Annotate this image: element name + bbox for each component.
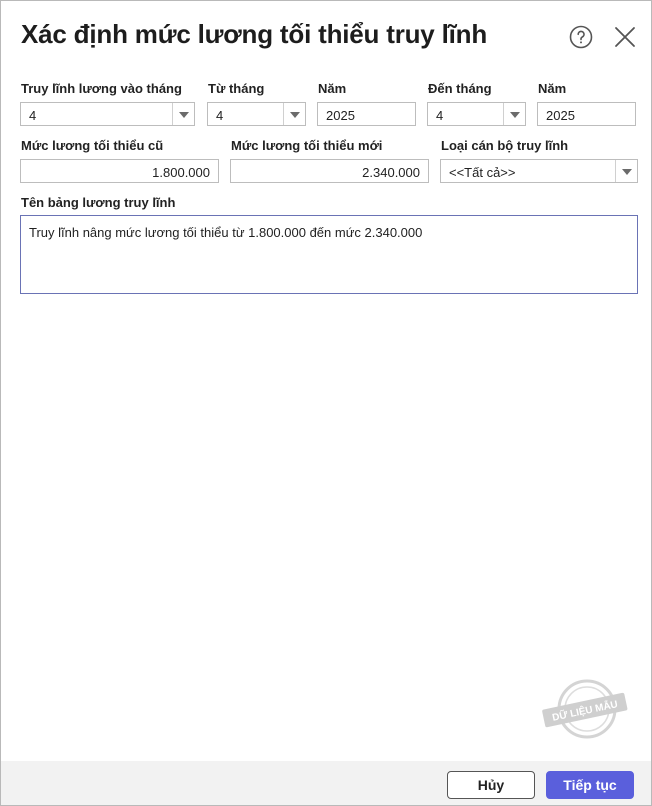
cancel-button[interactable]: Hủy (447, 771, 535, 799)
month-value: 4 (29, 108, 37, 123)
to-year-value: 2025 (546, 108, 575, 123)
chevron-down-icon[interactable] (283, 103, 305, 125)
old-min-value: 1.800.000 (152, 165, 210, 180)
dialog-title: Xác định mức lương tối thiểu truy lĩnh (21, 19, 487, 49)
chevron-down-icon[interactable] (172, 103, 194, 125)
from-month-value: 4 (216, 108, 224, 123)
from-month-select[interactable] (207, 102, 306, 126)
sheet-name-value: Truy lĩnh nâng mức lương tối thiểu từ 1.800.000 đến mức 2.340.000 (29, 225, 423, 240)
month-label: Truy lĩnh lương vào tháng (21, 81, 182, 96)
new-min-input[interactable] (230, 159, 429, 183)
new-min-label: Mức lương tối thiểu mới (231, 138, 383, 153)
to-year-label: Năm (538, 81, 567, 96)
from-year-input[interactable] (317, 102, 416, 126)
old-min-label: Mức lương tối thiểu cũ (21, 138, 164, 153)
old-min-input[interactable] (20, 159, 219, 183)
new-min-value: 2.340.000 (362, 165, 420, 180)
sheet-name-textarea[interactable] (20, 215, 638, 294)
svg-text:DỮ LIỆU MẪU: DỮ LIỆU MẪU (551, 699, 619, 724)
staff-type-label: Loại cán bộ truy lĩnh (441, 138, 569, 153)
staff-type-select[interactable] (440, 159, 638, 183)
to-year-input[interactable] (537, 102, 636, 126)
next-button[interactable]: Tiếp tục (546, 771, 634, 799)
chevron-down-icon[interactable] (503, 103, 525, 125)
month-select[interactable] (20, 102, 195, 126)
from-year-value: 2025 (326, 108, 355, 123)
help-icon[interactable] (569, 25, 593, 49)
sheet-name-label: Tên bảng lương truy lĩnh (21, 195, 176, 210)
to-month-label: Đến tháng (428, 81, 492, 96)
to-month-value: 4 (436, 108, 444, 123)
to-month-select[interactable] (427, 102, 526, 126)
from-month-label: Từ tháng (208, 81, 265, 96)
staff-type-value: <<Tất cả>> (449, 165, 516, 180)
from-year-label: Năm (318, 81, 347, 96)
close-icon[interactable] (613, 25, 637, 49)
sample-data-watermark (541, 677, 629, 741)
chevron-down-icon[interactable] (615, 160, 637, 182)
